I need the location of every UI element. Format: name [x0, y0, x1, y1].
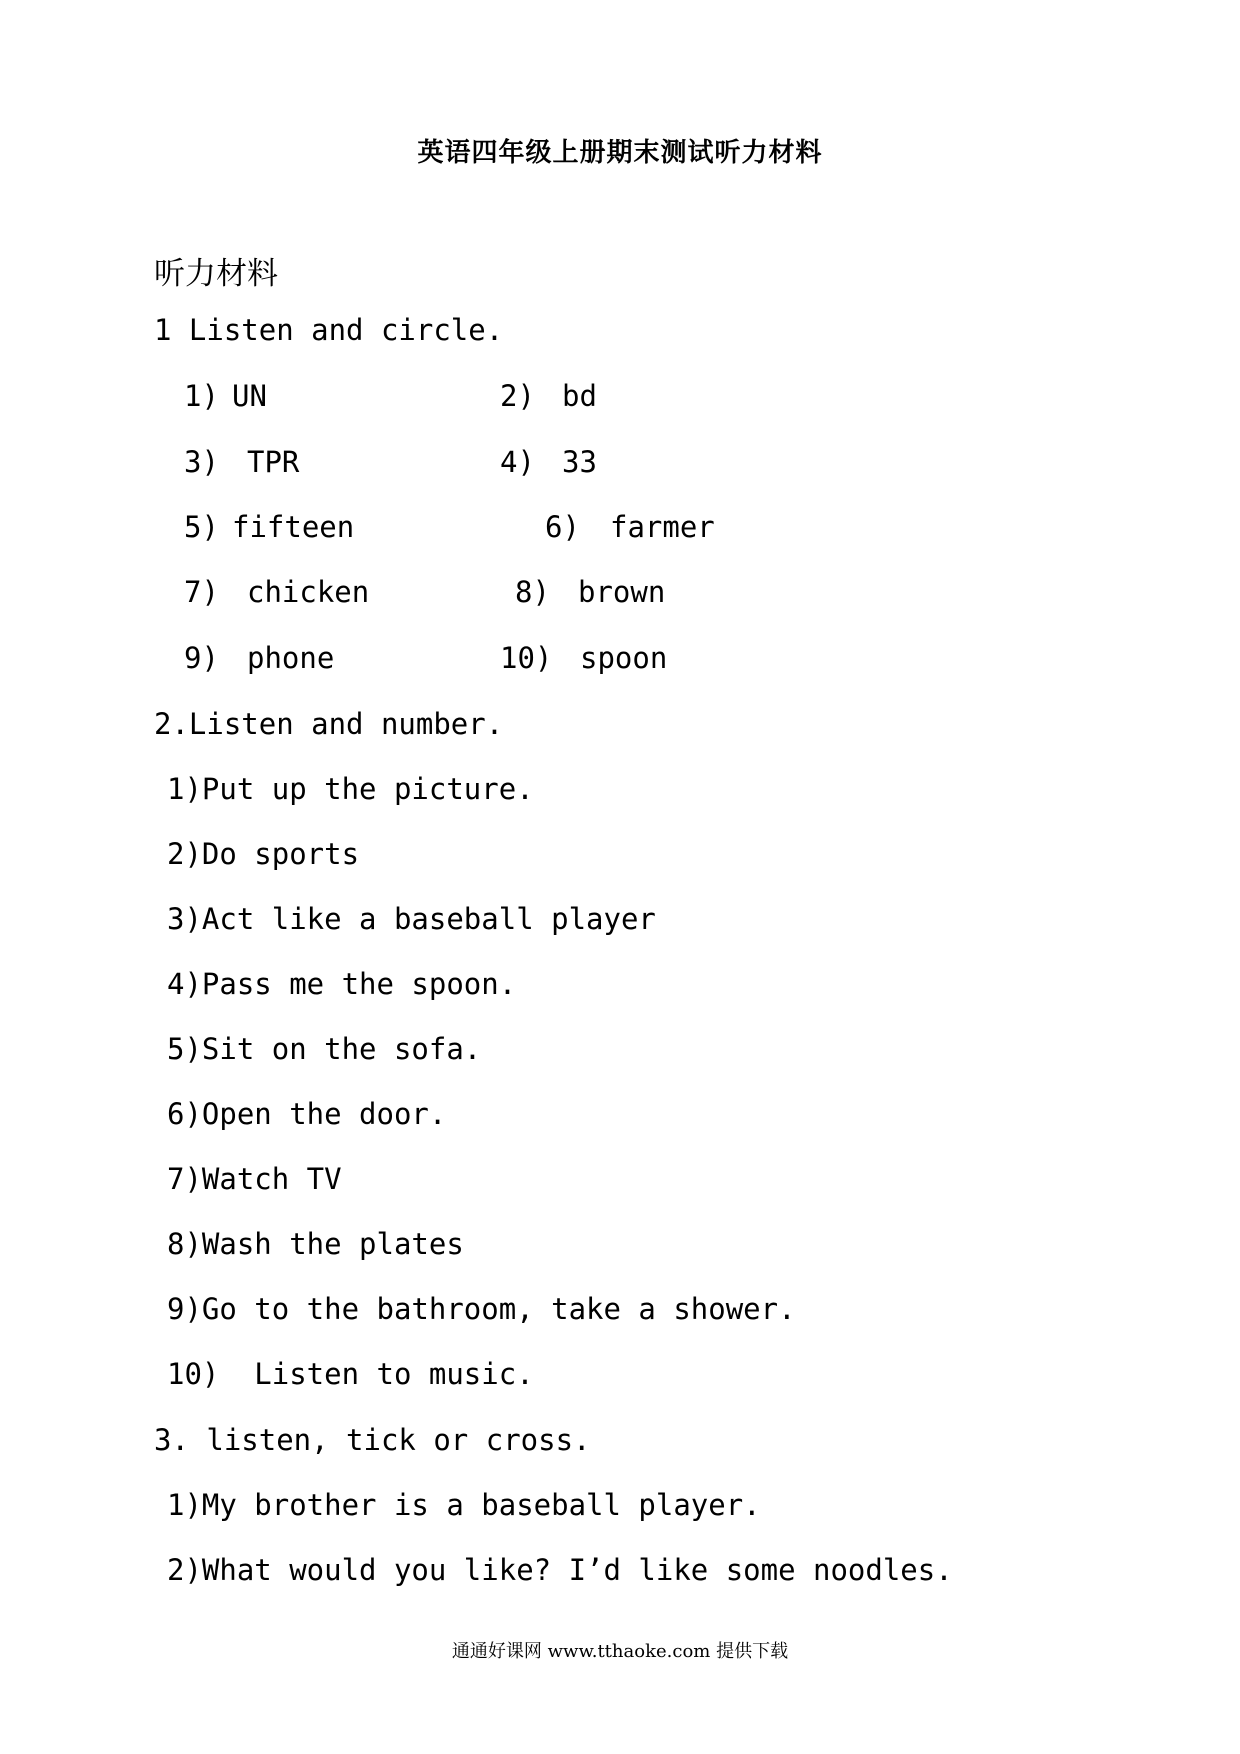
- page-footer: 通通好课网 www.tthaoke.com 提供下载: [451, 1641, 789, 1662]
- list-item: 6)Open the door.: [167, 1097, 447, 1131]
- list-item: 5)Sit on the sofa.: [167, 1032, 482, 1066]
- answer-option: UN: [232, 379, 267, 413]
- item-number: 6): [545, 510, 580, 544]
- item-number: 2): [500, 379, 535, 413]
- answer-option: phone: [247, 641, 335, 675]
- list-item: 2)Do sports: [167, 837, 360, 871]
- item-number: 1): [184, 379, 219, 413]
- item-number: 10): [500, 641, 553, 675]
- item-number: 3): [184, 445, 219, 479]
- item-number: 5): [184, 510, 219, 544]
- answer-option: fifteen: [232, 510, 355, 544]
- item-number: 7): [184, 575, 219, 609]
- section1-title: 1 Listen and circle.: [154, 313, 504, 347]
- list-item: 1)My brother is a baseball player.: [167, 1488, 761, 1522]
- list-item: 4)Pass me the spoon.: [167, 967, 517, 1001]
- answer-option: TPR: [247, 445, 300, 479]
- answer-option: brown: [578, 575, 666, 609]
- answer-option: bd: [562, 379, 597, 413]
- answer-option: spoon: [580, 641, 668, 675]
- list-item: 9)Go to the bathroom, take a shower.: [167, 1292, 796, 1326]
- section2-title: 2.Listen and number.: [154, 707, 504, 741]
- answer-option: farmer: [610, 510, 715, 544]
- item-number: 8): [515, 575, 550, 609]
- list-item: 10) Listen to music.: [167, 1357, 534, 1391]
- list-item: 8)Wash the plates: [167, 1227, 464, 1261]
- section-heading: 听力材料: [154, 256, 278, 292]
- page-title: 英语四年级上册期末测试听力材料: [417, 138, 823, 168]
- section3-title: 3. listen, tick or cross.: [154, 1423, 591, 1457]
- list-item: 2)What would you like? I’d like some noodles.: [167, 1553, 953, 1587]
- list-item: 3)Act like a baseball player: [167, 902, 656, 936]
- answer-option: 33: [562, 445, 597, 479]
- item-number: 4): [500, 445, 535, 479]
- answer-option: chicken: [247, 575, 370, 609]
- list-item: 7)Watch TV: [167, 1162, 342, 1196]
- list-item: 1)Put up the picture.: [167, 772, 534, 806]
- item-number: 9): [184, 641, 219, 675]
